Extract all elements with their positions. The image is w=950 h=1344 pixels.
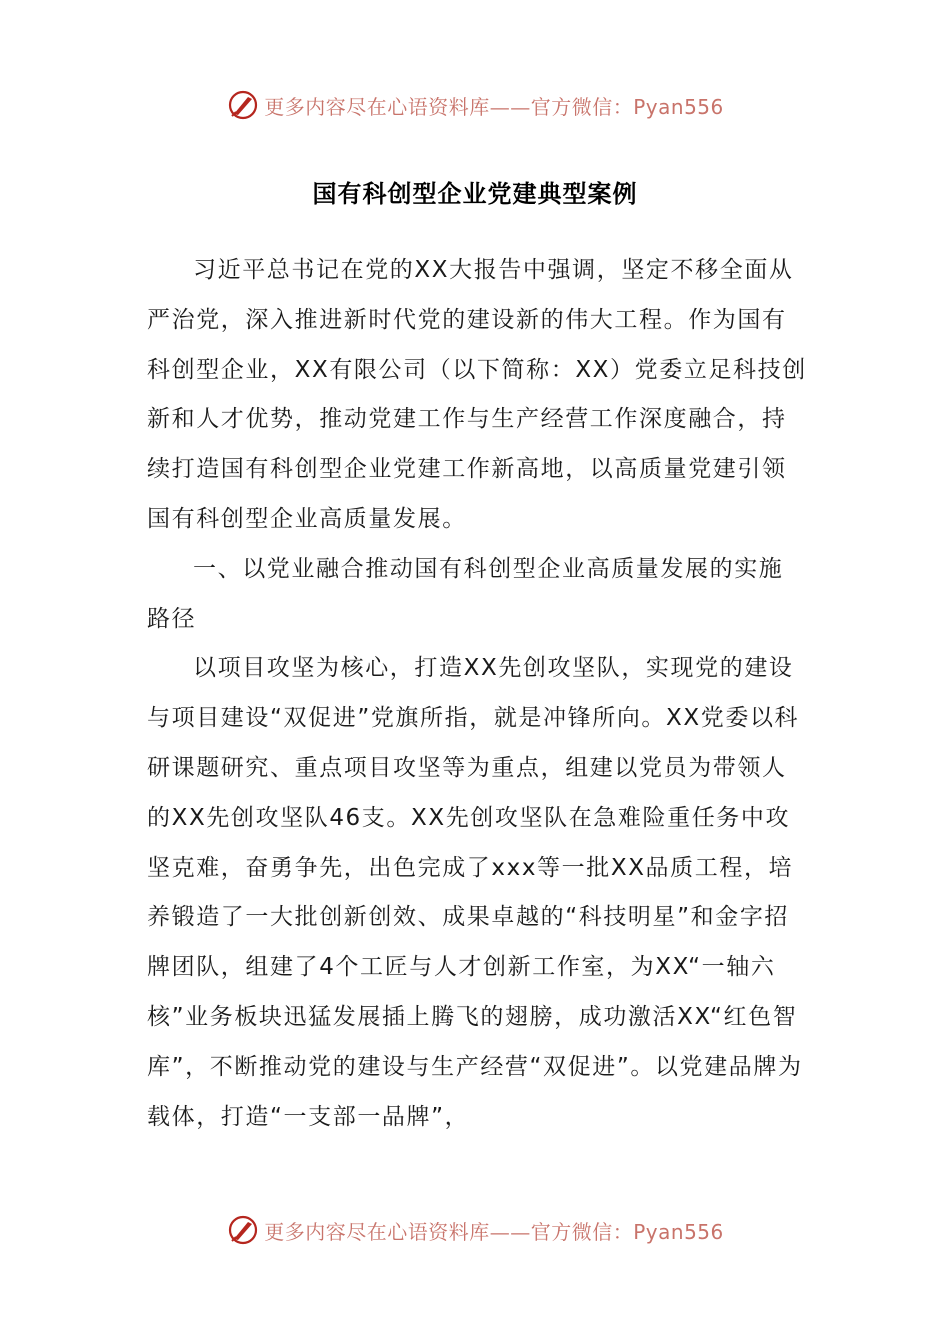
document-body [147,246,807,1142]
wechat-id: Pyan556 [633,1219,724,1244]
header-banner [0,85,950,125]
paragraph: 以项目攻坚为核心，打造XX先创攻坚队，实现党的建设与项目建设“双促进”党旗所指，就是冲锋所向。XX党委以科研课题研究、重点项目攻坚等为重点，组建以党员为带领人的XX先创攻坚队46支。XX先创攻坚队在急难险重任务中攻坚克难，奋勇争先，出色完成了xxx等一批XX品质工程，培养锻造了一大批创新创效、成果卓越的“科技明星”和金字招牌团队，组建了4个工匠与人才创新工作室，为XX“一轴六核”业务板块迅猛发展插上腾飞的翅膀，成功激活XX“红色智库”，不断推动党的建设与生产经营“双促进”。以党建品牌为载体，打造“一支部一品牌”， [147,655,803,1130]
footer-banner [0,1210,950,1250]
banner-text: 更多内容尽在心语资料库——官方微信：Pyan556 [264,94,724,119]
quill-pen-logo-icon [226,1213,260,1247]
banner-text: 更多内容尽在心语资料库——官方微信：Pyan556 [264,1219,724,1244]
paragraph: 习近平总书记在党的XX大报告中强调，坚定不移全面从严治党，深入推进新时代党的建设新的伟大工程。作为国有科创型企业，XX有限公司（以下简称：XX）党委立足科技创新和人才优势，推动党建工作与生产经营工作深度融合，持续打造国有科创型企业党建工作新高地，以高质量党建引领国有科创型企业高质量发展。 [147,257,807,532]
document-title: 国有科创型企业党建典型案例 [312,180,638,208]
section-heading: 一、以党业融合推动国有科创型企业高质量发展的实施路径 [147,555,784,632]
wechat-id: Pyan556 [633,94,724,119]
quill-pen-logo-icon [226,88,260,122]
